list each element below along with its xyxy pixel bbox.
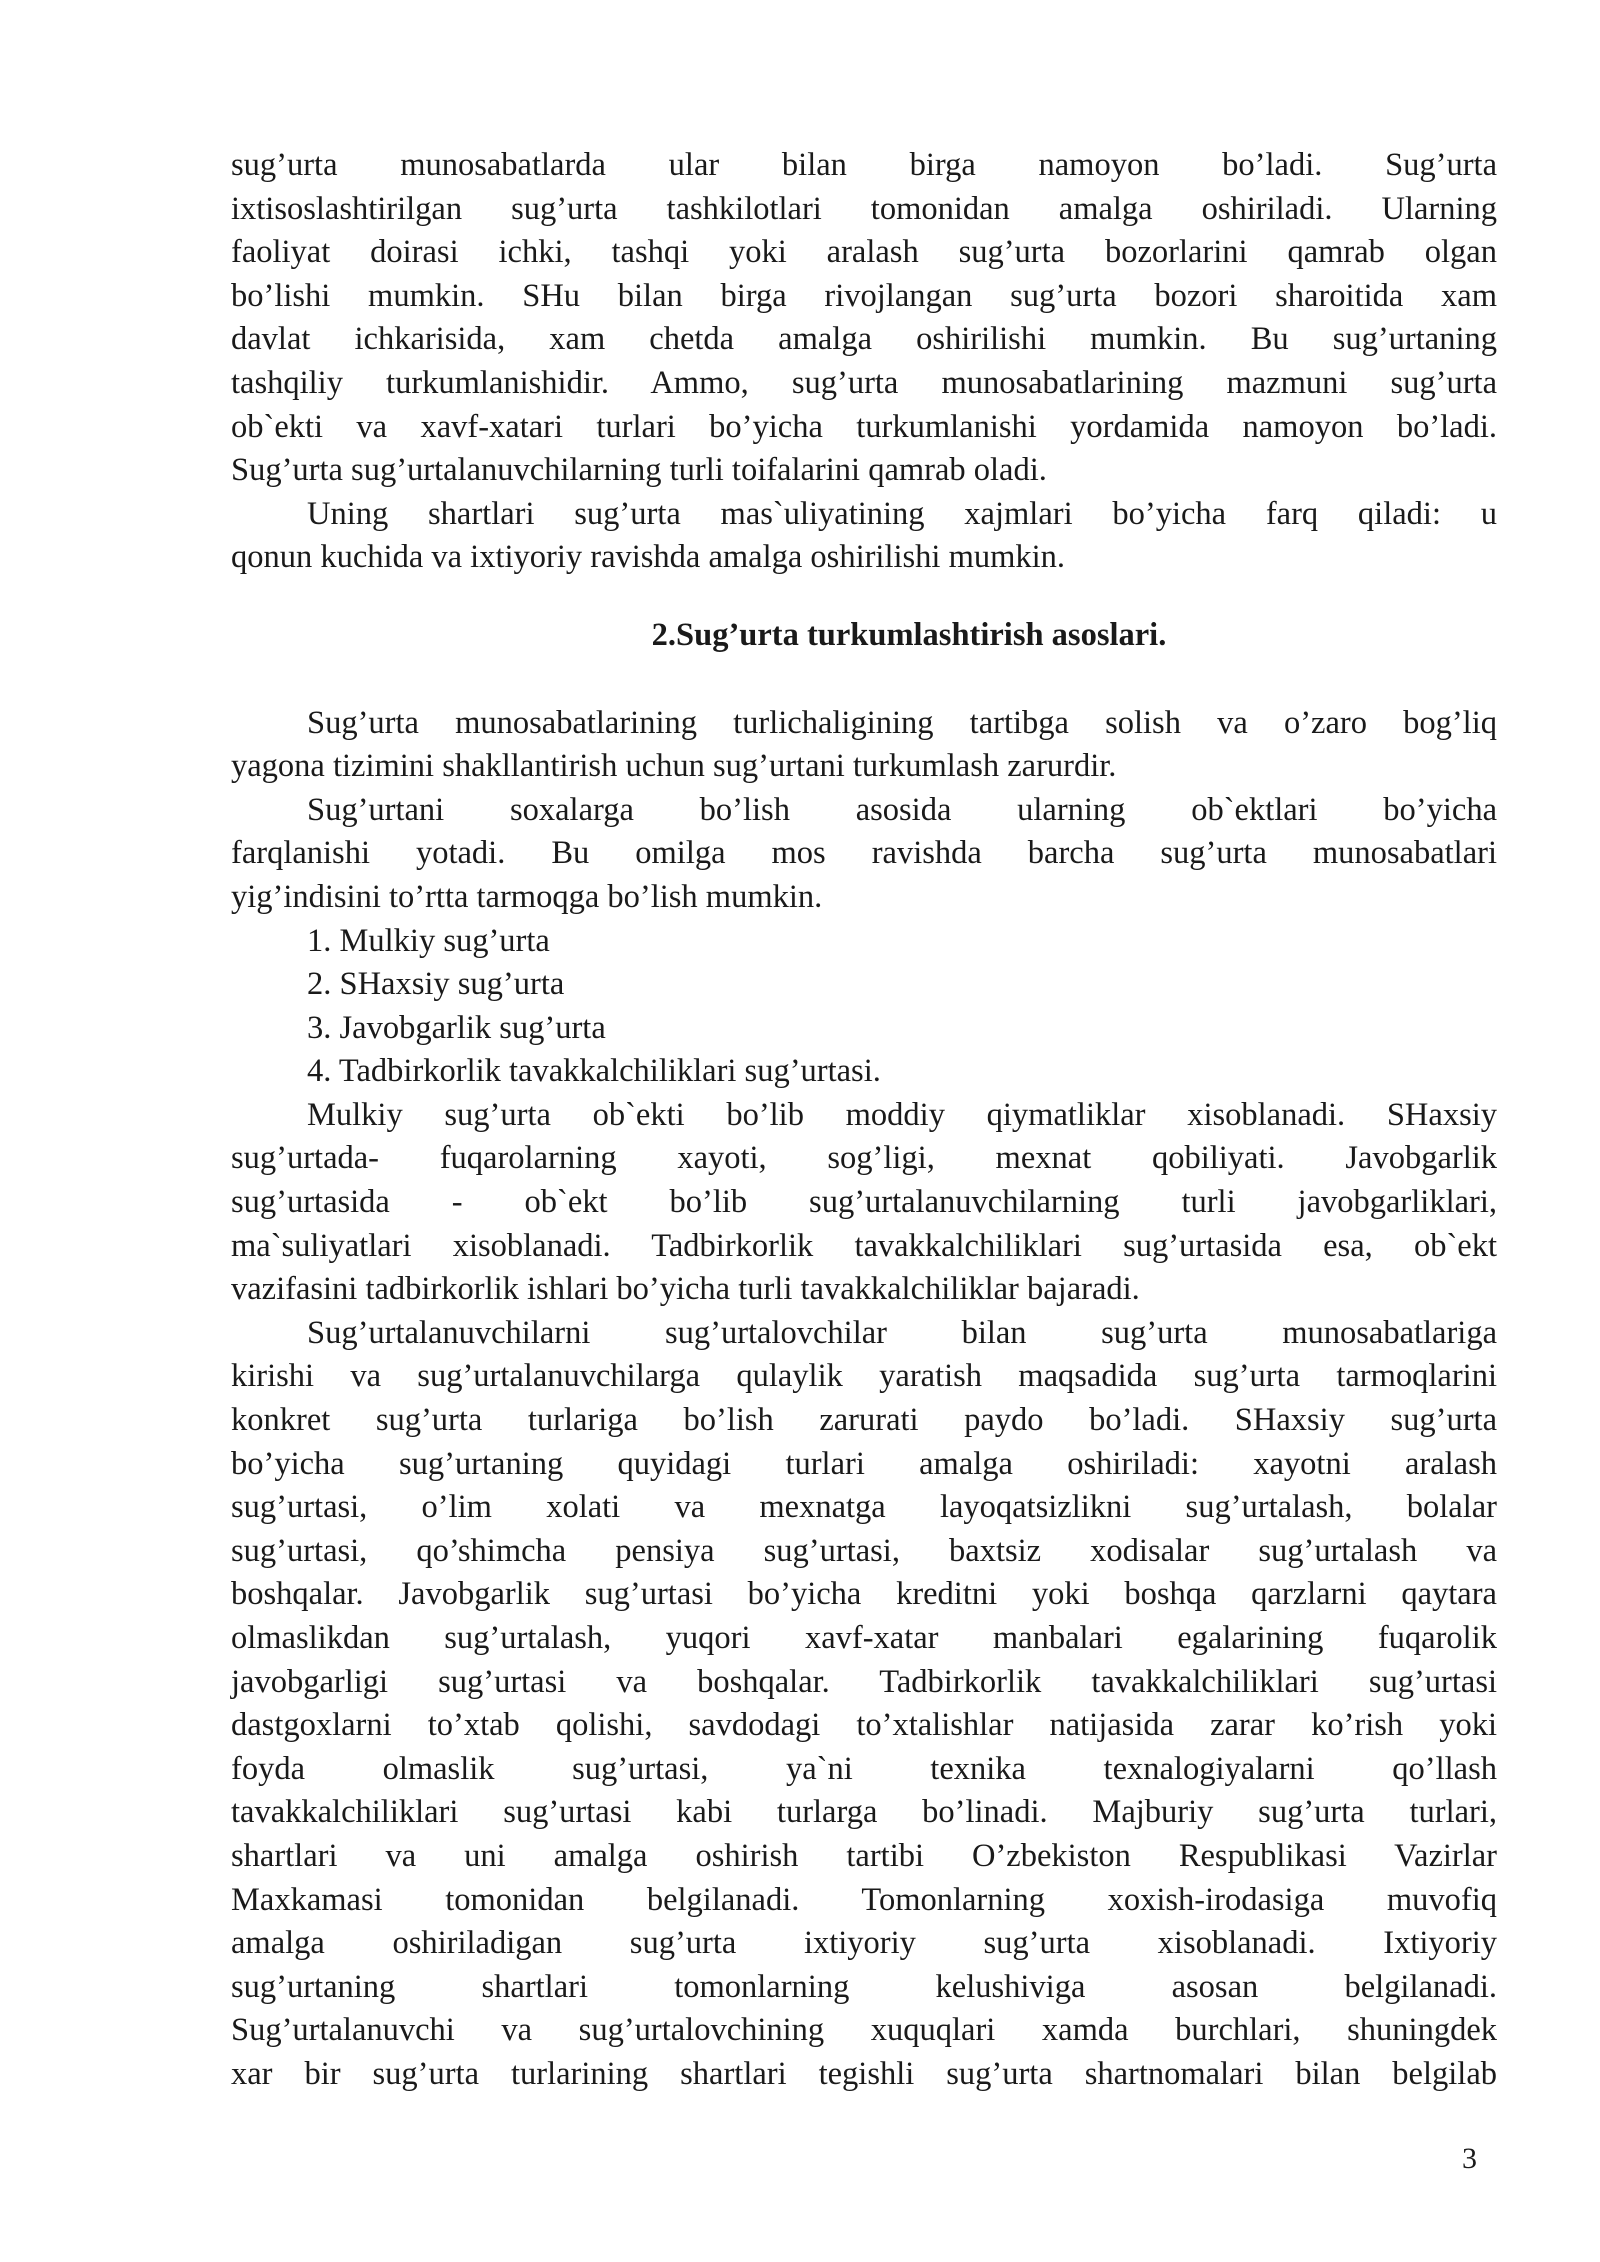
text-line: ob`ekti va xavf-xatari turlari bo’yicha turkumlanishi yordamida namoyon bo’ladi. — [231, 408, 1497, 445]
text-line: Mulkiy sug’urta ob`ekti bo’lib moddiy qiymatliklar xisoblanadi. SHaxsiy — [307, 1096, 1497, 1133]
text-line: javobgarligi sug’urtasi va boshqalar. Tadbirkorlik tavakkalchiliklari sug’urtasi — [231, 1663, 1497, 1700]
text-line: bo’yicha sug’urtaning quyidagi turlari amalga oshiriladi: xayotni aralash — [231, 1445, 1497, 1482]
insurance-types-list — [231, 920, 1497, 1094]
text-line: shartlari va uni amalga oshirish tartibi O’zbekiston Respublikasi Vazirlar — [231, 1837, 1497, 1874]
text-line: olmaslikdan sug’urtalash, yuqori xavf-xatar manbalari egalarining fuqarolik — [231, 1620, 1497, 1656]
text-line: yig’indisini to’rtta tarmoqga bo’lish mumkin. — [231, 878, 823, 915]
text-line: kirishi va sug’urtalanuvchilarga qulaylik yaratish maqsadida sug’urta tarmoqlarini — [231, 1358, 1497, 1395]
text-line: foyda olmaslik sug’urtasi, ya`ni texnika texnalogiyalarni qo’llash — [231, 1750, 1497, 1787]
text-line: Sug’urtalanuvchilarni sug’urtalovchilar bilan sug’urta munosabatlariga — [307, 1314, 1497, 1351]
text-line: qonun kuchida va ixtiyoriy ravishda amalga oshirilishi mumkin. — [231, 539, 1066, 576]
list-item: 2. SHaxsiy sug’urta — [307, 966, 565, 1003]
text-line: sug’urtasi, o’lim xolati va mexnatga layoqatsizlikni sug’urtalash, bolalar — [231, 1489, 1497, 1526]
text-line: Sug’urta munosabatlarining turlichaligining tartibga solish va o’zaro bog’liq — [307, 704, 1497, 741]
text-line: xar bir sug’urta turlarining shartlari tegishli sug’urta shartnomalari bilan belgilab — [231, 2055, 1497, 2092]
paragraph-4 — [231, 789, 1497, 920]
text-line: Sug’urtalanuvchi va sug’urtalovchining xuquqlari xamda burchlari, shuningdek — [231, 2012, 1497, 2049]
text-line: sug’urta munosabatlarda ular bilan birga namoyon bo’ladi. Sug’urta — [231, 147, 1497, 183]
text-line: sug’urtasi, qo’shimcha pensiya sug’urtasi, baxtsiz xodisalar sug’urtalash va — [231, 1532, 1497, 1569]
section-heading: 2.Sug’urta turkumlashtirish asoslari. — [651, 616, 1167, 653]
text-line: konkret sug’urta turlariga bo’lish zarurati paydo bo’ladi. SHaxsiy sug’urta — [231, 1402, 1497, 1439]
text-line: tavakkalchiliklari sug’urtasi kabi turlarga bo’linadi. Majburiy sug’urta turlari, — [231, 1794, 1497, 1831]
paragraph-6 — [231, 1312, 1497, 2097]
text-line: yagona tizimini shakllantirish uchun sug’urtani turkumlash zarurdir. — [231, 748, 1117, 785]
page-number: 3 — [1462, 2142, 1477, 2175]
document-page — [231, 144, 1497, 2097]
text-line: farqlanishi yotadi. Bu omilga mos ravishda barcha sug’urta munosabatlari — [231, 835, 1497, 872]
text-line: Uning shartlari sug’urta mas`uliyatining xajmlari bo’yicha farq qiladi: u — [307, 495, 1497, 532]
list-item: 1. Mulkiy sug’urta — [307, 922, 550, 959]
text-line: davlat ichkarisida, xam chetda amalga oshirilishi mumkin. Bu sug’urtaning — [231, 321, 1497, 358]
text-line: boshqalar. Javobgarlik sug’urtasi bo’yicha kreditni yoki boshqa qarzlarni qaytara — [231, 1576, 1497, 1613]
text-line: bo’lishi mumkin. SHu bilan birga rivojlangan sug’urta bozori sharoitida xam — [231, 277, 1497, 314]
text-line: sug’urtasida - ob`ekt bo’lib sug’urtalanuvchilarning turli javobgarliklari, — [231, 1184, 1497, 1221]
paragraph-3 — [231, 702, 1497, 789]
text-line: tashqiliy turkumlanishidir. Ammo, sug’urta munosabatlarining mazmuni sug’urta — [231, 364, 1497, 401]
text-line: ma`suliyatlari xisoblanadi. Tadbirkorlik tavakkalchiliklari sug’urtasida esa, ob`ekt — [231, 1227, 1497, 1264]
text-line: Maxkamasi tomonidan belgilanadi. Tomonlarning xoxish-irodasiga muvofiq — [231, 1881, 1497, 1918]
text-line: faoliyat doirasi ichki, tashqi yoki aralash sug’urta bozorlarini qamrab olgan — [231, 234, 1497, 271]
paragraph-5 — [231, 1094, 1497, 1312]
text-line: sug’urtada- fuqarolarning xayoti, sog’ligi, mexnat qobiliyati. Javobgarlik — [231, 1140, 1497, 1177]
text-line: Sug’urtani soxalarga bo’lish asosida ularning ob`ektlari bo’yicha — [307, 791, 1497, 828]
text-line: Sug’urta sug’urtalanuvchilarning turli toifalarini qamrab oladi. — [231, 452, 1047, 489]
text-line: sug’urtaning shartlari tomonlarning kelushiviga asosan belgilanadi. — [231, 1968, 1497, 2005]
list-item: 3. Javobgarlik sug’urta — [307, 1009, 606, 1046]
paragraph-2 — [231, 493, 1497, 580]
text-line: vazifasini tadbirkorlik ishlari bo’yicha turli tavakkalchiliklar bajaradi. — [231, 1271, 1140, 1308]
text-line: dastgoxlarni to’xtab qolishi, savdodagi to’xtalishlar natijasida zarar ko’rish yoki — [231, 1707, 1497, 1744]
text-line: amalga oshiriladigan sug’urta ixtiyoriy sug’urta xisoblanadi. Ixtiyoriy — [231, 1925, 1497, 1962]
paragraph-1 — [231, 144, 1497, 493]
text-line: ixtisoslashtirilgan sug’urta tashkilotlari tomonidan amalga oshiriladi. Ularning — [231, 190, 1497, 227]
list-item: 4. Tadbirkorlik tavakkalchiliklari sug’urtasi. — [307, 1053, 881, 1090]
